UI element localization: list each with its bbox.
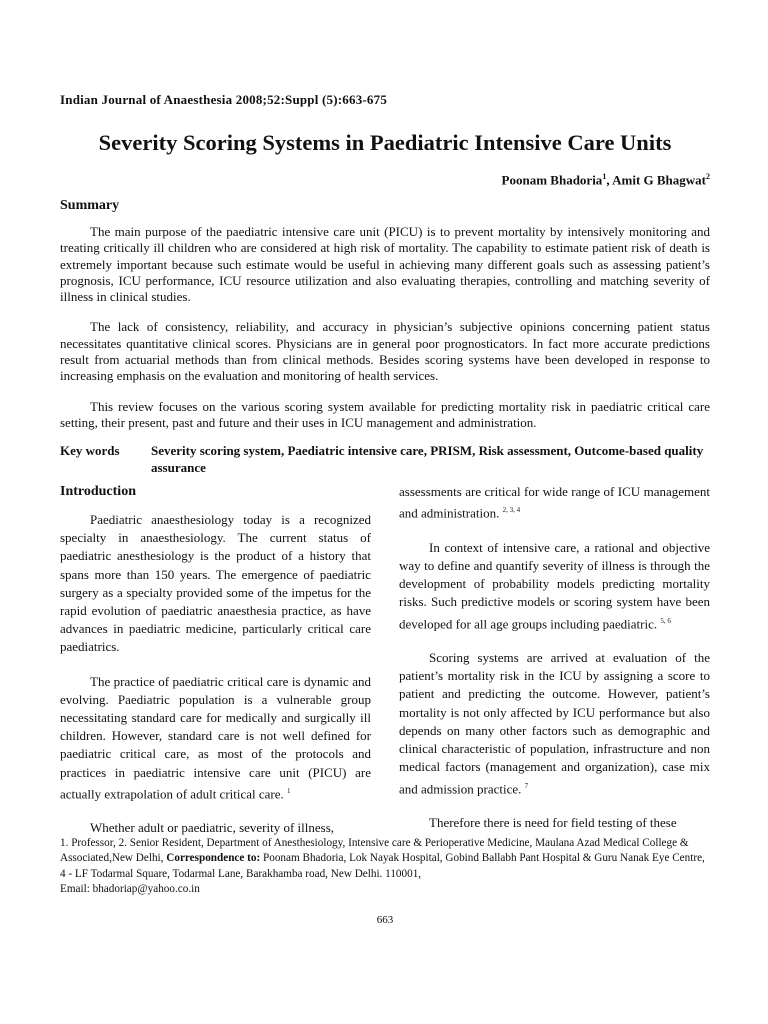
summary-section — [60, 224, 710, 445]
right-column — [399, 483, 710, 848]
author-2: Amit G Bhagwat — [612, 172, 706, 188]
body-paragraph — [399, 483, 710, 523]
footnote-address: Poonam Bhadoria, Lok Nayak Hospital, Gobind Ballabh Pant Hospital & Guru Nanak Eye Centre, 4 - LF Todarmal Square, Todarmal Lane, Barakhamba road, New Delhi. 110001, — [60, 852, 705, 880]
body-paragraph: Paediatric anaesthesiology today is a recognized specialty in anaesthesiology. The current status of paediatric anesthesiology is the product of a history that spans more than 150 years. The emergence of paediatric surgery as a specialty provided some of the impetus for the rapid evolution of paediatric anaesthesia practice, as have advances in paediatric medicine, particularly critical care paediatrics. — [60, 512, 371, 655]
correspondence-label: Correspondence to: — [166, 852, 261, 865]
body-text: Scoring systems are arrived at evaluation of the patient’s mortality risk in the ICU by assigning a score to patient and predicting the outcome. However, patient’s mortality is not only affected by ICU performance but also depends on many other factors such as demographic and clinical characteristic of population, infrastructure and non medical factors (management and organization), case mix and admission practice. — [399, 650, 710, 796]
journal-citation: Indian Journal of Anaesthesia 2008;52:Suppl (5):663-675 — [60, 92, 388, 107]
author-line — [502, 172, 710, 188]
author-separator: , — [606, 172, 613, 188]
footnote-text: 1. Professor, 2. Senior Resident, Department of Anesthesiology, Intensive care & Perioperative Medicine, Maulana Azad Medical College & Associated,New Delhi, — [60, 837, 689, 865]
keywords-block — [60, 443, 710, 476]
page-number: 663 — [376, 914, 394, 926]
reference-marker: 1 — [287, 786, 291, 795]
author-1-affiliation: 1 — [602, 172, 607, 181]
body-text: The practice of paediatric critical care is dynamic and evolving. Paediatric population is a vulnerable group necessitating standard care for medically and surgically ill children. However, standard care is not well defined for paediatric critical care, as most of the protocols and practices in paediatric intensive care unit (PICU) are actually extrapolation of adult critical care. — [60, 673, 371, 802]
footnote-affiliations — [60, 836, 710, 882]
left-column — [60, 483, 371, 854]
affiliation-footnote — [60, 836, 710, 897]
keywords-text: Severity scoring system, Paediatric intensive care, PRISM, Risk assessment, Outcome-based quality assurance — [151, 443, 704, 475]
article-page — [60, 0, 710, 1024]
introduction-heading: Introduction — [60, 484, 136, 499]
body-paragraph — [399, 649, 710, 798]
body-paragraph: Therefore there is need for field testing of these — [429, 815, 677, 831]
reference-marker: 2, 3, 4 — [502, 506, 521, 515]
body-paragraph: Whether adult or paediatric, severity of illness, — [90, 820, 335, 836]
body-paragraph — [60, 673, 371, 804]
body-text: In context of intensive care, a rational and objective way to define and quantify severity of illness is through the development of probability models predicting mortality risks. Such predictive models or scoring system have been developed for all age groups including paediatric. — [399, 539, 710, 631]
footnote-email: Email: bhadoriap@yahoo.co.in — [60, 882, 200, 895]
author-1: Poonam Bhadoria — [501, 172, 603, 188]
author-2-affiliation: 2 — [706, 172, 710, 181]
summary-heading: Summary — [60, 198, 120, 213]
body-text: assessments are critical for wide range of ICU management and administration. — [399, 484, 710, 521]
reference-marker: 5, 6 — [660, 616, 671, 625]
summary-paragraph: The lack of consistency, reliability, and accuracy in physician’s subjective opinions concerning patient status necessitates quantitative clinical scores. Physicians are in general poor prognosticators. In fact more accurate predictions result from actuarial methods than from clinical methods. Besides scoring systems have been developed in response to increasing emphasis on the evaluation and monitoring of health services. — [60, 319, 710, 384]
reference-marker: 7 — [524, 781, 529, 790]
article-title: Severity Scoring Systems in Paediatric Intensive Care Units — [98, 130, 672, 155]
summary-paragraph: The main purpose of the paediatric intensive care unit (PICU) is to prevent mortality by intensively monitoring and treating critically ill children who are considered at high risk of mortality. The capability to estimate patient risk of death is extremely important because such estimate would be useful in achieving many different goals such as assessing patient’s prognosis, ICU performance, ICU resource utilization and also evaluating therapies, controlling and matching severity of illness in clinical studies. — [60, 224, 710, 305]
keywords-label: Key words — [60, 443, 120, 458]
summary-paragraph: This review focuses on the various scoring system available for predicting mortality risk in paediatric critical care setting, their present, past and future and their uses in ICU management and administration. — [60, 398, 710, 430]
body-paragraph — [399, 539, 710, 633]
